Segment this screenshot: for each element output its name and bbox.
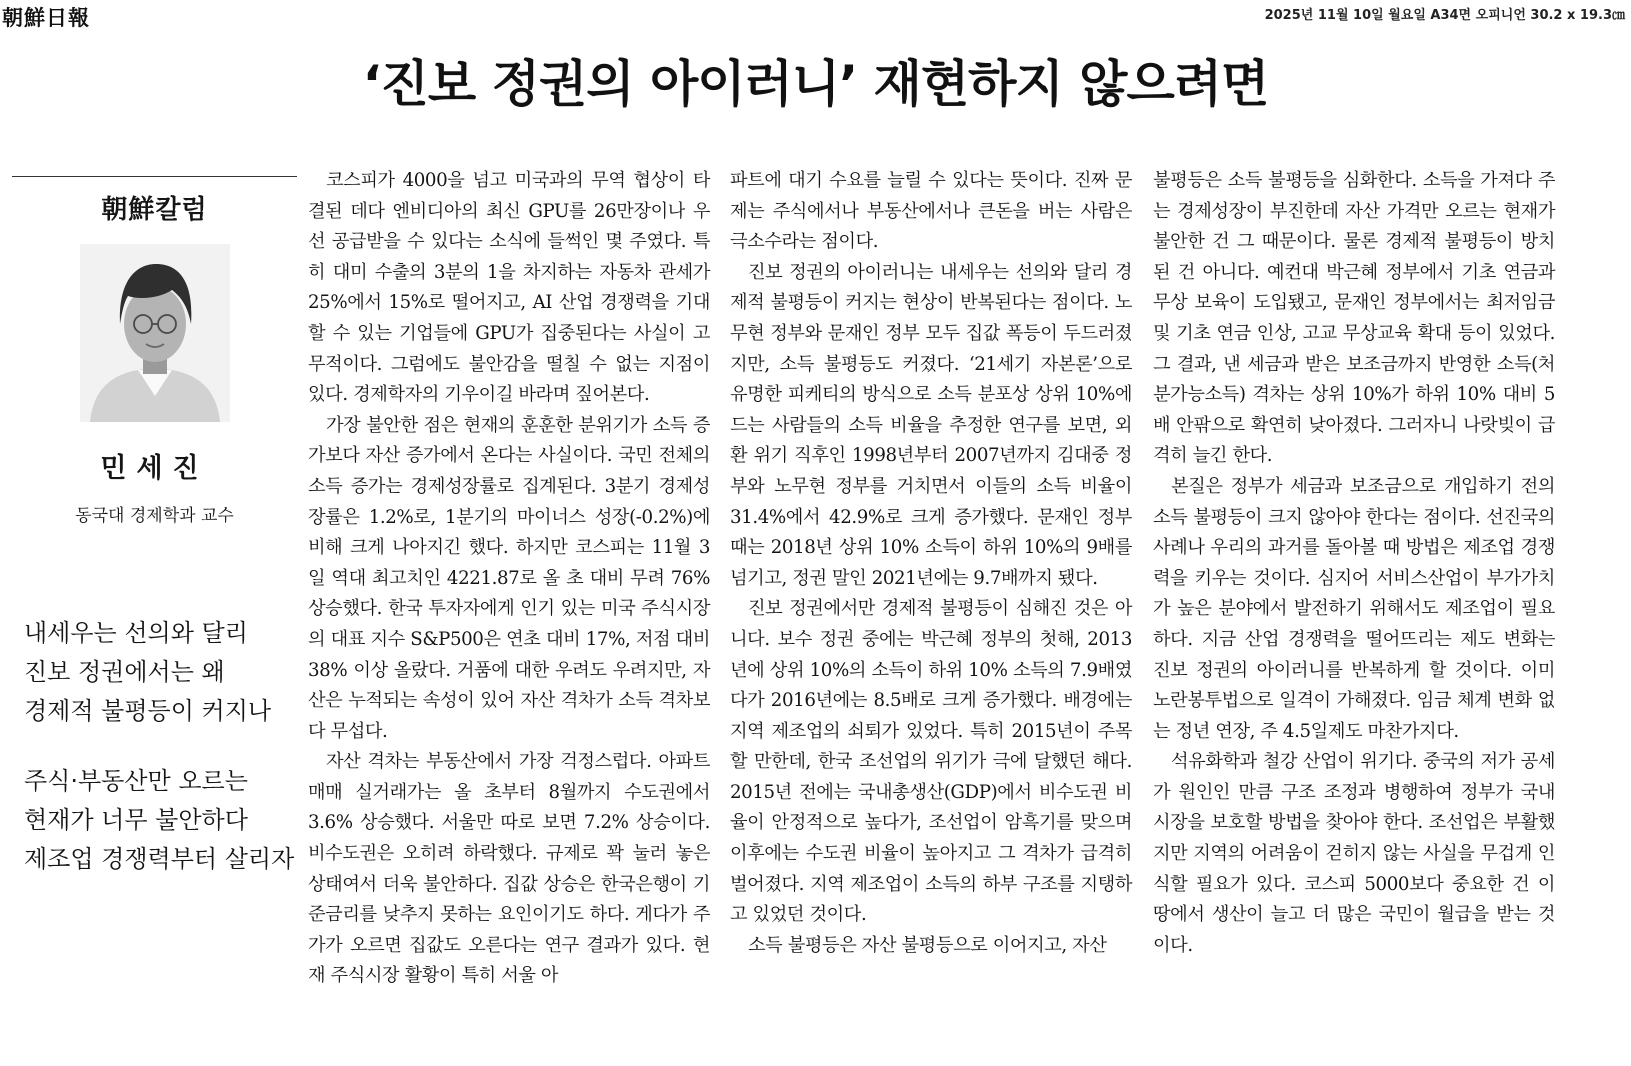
article-paragraph: 코스피가 4000을 넘고 미국과의 무역 협상이 타결된 데다 엔비디아의 최신 GPU를 26만장이나 우선 공급받을 수 있다는 소식에 들썩인 몇 주였다. 특히 대미 수출의 3분의 1을 차지하는 자동차 관세가 25%에서 15%로 떨어지고, AI 산업 경쟁력을 기대할 수 있는 기업들에 GPU가 집중된다는 사실이 고무적이다. 그럼에도 불안감을 떨칠 수 없는 지점이 있다. 경제학자의 기우이길 바라며 짚어본다. bbox=[308, 170, 710, 406]
pull-quote-line: 주식·부동산만 오르는 bbox=[24, 767, 248, 795]
article-column-1 bbox=[308, 166, 710, 992]
pull-quote-line: 현재가 너무 불안하다 bbox=[24, 806, 248, 834]
pull-quote-2 bbox=[12, 762, 294, 879]
author-title: 동국대 경제학과 교수 bbox=[75, 506, 234, 526]
article-column-2 bbox=[730, 166, 1132, 961]
article-paragraph: 소득 불평등은 자산 불평등으로 이어지고, 자산 bbox=[748, 934, 1107, 956]
newspaper-logo: 朝鮮日報 bbox=[2, 5, 90, 30]
pull-quote-line: 제조업 경쟁력부터 살리자 bbox=[24, 845, 295, 873]
pull-quote-line: 진보 정권에서는 왜 bbox=[24, 658, 225, 686]
article-paragraph: 파트에 대기 수요를 늘릴 수 있다는 뜻이다. 진짜 문제는 주식에서나 부동산에서나 큰돈을 버는 사람은 극소수라는 점이다. bbox=[730, 170, 1132, 253]
article-paragraph: 불평등은 소득 불평등을 심화한다. 소득을 가져다 주는 경제성장이 부진한데 자산 가격만 오르는 현재가 불안한 건 그 때문이다. 물론 경제적 불평등이 방치된 건 아니다. 예컨대 박근혜 정부에서 기초 연금과 무상 보육이 도입됐고, 문재인 정부에서는 최저임금 및 기초 연금 인상, 고교 무상교육 확대 등이 있었다. 그 결과, 낸 세금과 받은 보조금까지 반영한 소득(처분가능소득) 격차는 상위 10%가 하위 10% 대비 5배 안팎으로 확연히 낮아졌다. 그러자니 나랏빚이 급격히 늘긴 한다. bbox=[1153, 170, 1555, 467]
column-name: 朝鮮칼럼 bbox=[101, 195, 208, 225]
column-sidebar bbox=[12, 176, 297, 526]
article-paragraph: 가장 불안한 점은 현재의 훈훈한 분위기가 소득 증가보다 자산 증가에서 온다는 사실이다. 국민 전체의 소득 증가는 경제성장률로 집계된다. 3분기 경제성장률은 1.2%로, 1분기의 마이너스 성장(-0.2%)에 비해 크게 나아지긴 했다. 하지만 코스피는 11월 3일 역대 최고치인 4221.87로 올 초 대비 무려 76% 상승했다. 한국 투자자에게 인기 있는 미국 주식시장의 대표 지수 S&P500은 연초 대비 17%, 저점 대비 38% 이상 올랐다. 거품에 대한 우려도 우려지만, 자산은 누적되는 속성이 있어 자산 격차가 소득 격차보다 무섭다. bbox=[308, 414, 710, 742]
article-paragraph: 석유화학과 철강 산업이 위기다. 중국의 저가 공세가 원인인 만큼 구조 조정과 병행하여 정부가 국내 시장을 보호할 방법을 찾아야 한다. 조선업은 부활했지만 지역의 어려움이 걷히지 않는 사실을 무겁게 인식할 필요가 있다. 코스피 5000보다 중요한 건 이 땅에서 생산이 늘고 더 많은 국민이 월급을 받는 것이다. bbox=[1153, 751, 1555, 956]
headline: ‘진보 정권의 아이러니’ 재현하지 않으려면 bbox=[362, 55, 1269, 113]
masthead bbox=[0, 0, 1631, 30]
article-paragraph: 진보 정권에서만 경제적 불평등이 심해진 것은 아니다. 보수 정권 중에는 박근혜 정부의 첫해, 2013년에 상위 10%의 소득이 하위 10% 소득의 7.9배였다가 2016년에는 8.5배로 크게 증가했다. 배경에는 지역 제조업의 쇠퇴가 있었다. 특히 2015년이 주목할 만한데, 한국 조선업의 위기가 극에 달했던 해다. 2015년 전에는 국내총생산(GDP)에서 비수도권 비율이 안정적으로 높다가, 조선업이 암흑기를 맞으며 이후에는 수도권 비율이 높아지고 그 격차가 급격히 벌어졌다. 지역 제조업이 소득의 하부 구조를 지탱하고 있었던 것이다. bbox=[730, 598, 1132, 926]
author-portrait bbox=[80, 244, 230, 422]
article-paragraph: 진보 정권의 아이러니는 내세우는 선의와 달리 경제적 불평등이 커지는 현상이 반복된다는 점이다. 노무현 정부와 문재인 정부 모두 집값 폭등이 두드러졌지만, 소득 불평등도 커졌다. ‘21세기 자본론’으로 유명한 피케티의 방식으로 소득 분포상 상위 10%에 드는 사람들의 소득 비율을 추정한 연구를 보면, 외환 위기 직후인 1998년부터 2007년까지 김대중 정부와 노무현 정부를 거치면서 이들의 소득 비율이 31.4%에서 42.9%로 크게 증가했다. 문재인 정부 때는 2018년 상위 10% 소득이 하위 10%의 9배를 넘기고, 정권 말인 2021년에는 9.7배까지 됐다. bbox=[730, 261, 1132, 589]
issue-info: 2025년 11월 10일 월요일 A34면 오피니언 30.2 x 19.3㎝ bbox=[1264, 8, 1625, 23]
pull-quote-line: 내세우는 선의와 달리 bbox=[24, 619, 248, 647]
article-paragraph: 자산 격차는 부동산에서 가장 걱정스럽다. 아파트 매매 실거래가는 올 초부터 8월까지 수도권에서 3.6% 상승했다. 서울만 따로 보면 7.2% 상승이다. 비수도권은 오히려 하락했다. 규제로 꽉 눌러 놓은 상태여서 더욱 불안하다. 집값 상승은 한국은행이 기준금리를 낮추지 못하는 요인이기도 하다. 게다가 주가가 오르면 집값도 오른다는 연구 결과가 있다. 현재 주식시장 활황이 특히 서울 아 bbox=[308, 751, 710, 987]
pull-quote-line: 경제적 불평등이 커지나 bbox=[24, 697, 272, 725]
article-column-3 bbox=[1153, 166, 1555, 961]
sidebar-divider bbox=[12, 176, 297, 177]
author-name: 민세진 bbox=[100, 453, 209, 484]
article-paragraph: 본질은 정부가 세금과 보조금으로 개입하기 전의 소득 불평등이 크지 않아야 한다는 점이다. 선진국의 사례나 우리의 과거를 돌아볼 때 방법은 제조업 경쟁력을 키우는 것이다. 심지어 서비스산업이 부가가치가 높은 분야에서 발전하기 위해서도 제조업이 필요하다. 지금 산업 경쟁력을 떨어뜨리는 제도 변화는 진보 정권의 아이러니를 반복하게 할 것이다. 이미 노란봉투법으로 일격이 가해졌다. 임금 체계 변화 없는 정년 연장, 주 4.5일제도 마찬가지다. bbox=[1153, 475, 1555, 742]
pull-quote-1 bbox=[12, 614, 271, 731]
